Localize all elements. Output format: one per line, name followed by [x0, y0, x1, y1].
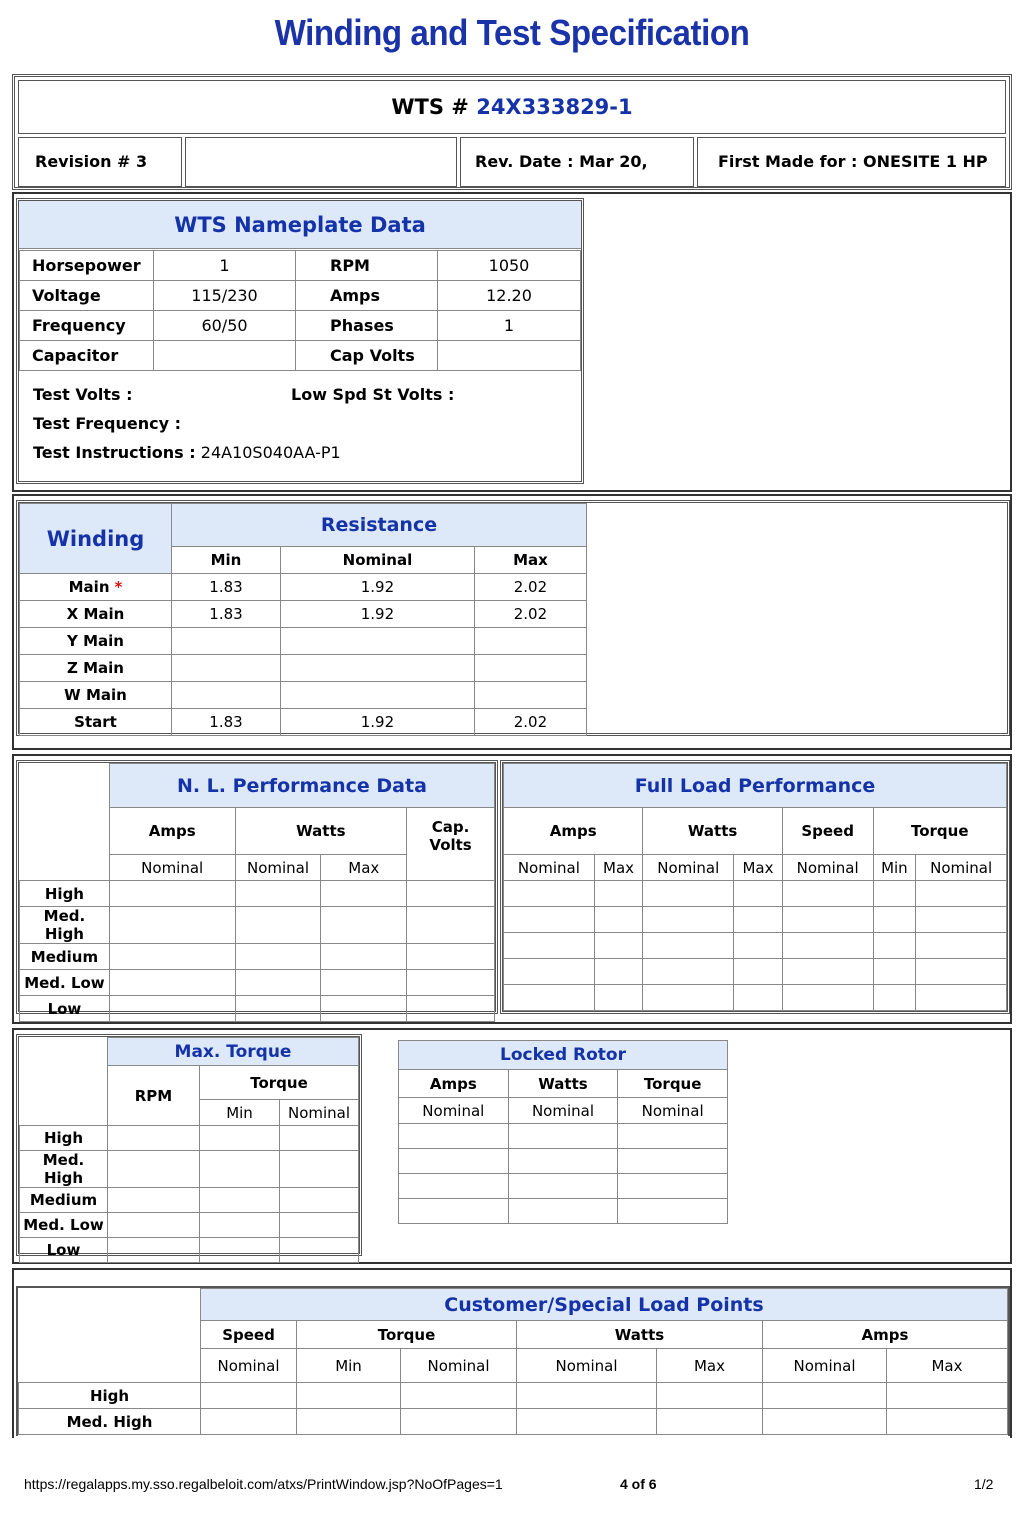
empty-cell — [508, 1124, 618, 1149]
empty-cell — [399, 1199, 509, 1224]
test-volts-label: Test Volts : — [33, 385, 133, 404]
nl-amps-nominal: Nominal — [109, 855, 235, 881]
nameplate-row — [20, 311, 581, 341]
empty-cell — [618, 1174, 728, 1199]
footer-page: 4 of 6 — [620, 1476, 657, 1492]
winding-value: 1.83 — [172, 574, 281, 601]
col-nominal: Nominal — [280, 547, 474, 574]
maxtorque-min: Min — [200, 1100, 280, 1126]
empty-cell — [734, 881, 783, 907]
empty-cell — [200, 1151, 280, 1188]
speed-row — [20, 881, 495, 907]
winding-box — [16, 500, 1010, 736]
maxtorque-table — [19, 1037, 359, 1263]
cust-amps-max: Max — [887, 1349, 1008, 1383]
cust-watts-max: Max — [657, 1349, 763, 1383]
empty-cell — [643, 907, 734, 933]
nameplate-value: 1050 — [438, 251, 581, 281]
customer-row — [19, 1383, 1008, 1409]
empty-cell — [108, 1188, 200, 1213]
empty-cell — [407, 996, 495, 1022]
empty-cell — [407, 970, 495, 996]
winding-row — [20, 628, 587, 655]
empty-cell — [873, 933, 916, 959]
speed-label: Medium — [20, 1188, 108, 1213]
empty-cell — [657, 1383, 763, 1409]
speed-label: Med. High — [20, 907, 110, 944]
revision-cell: Revision # 3 — [18, 137, 182, 187]
empty-cell — [763, 1409, 887, 1435]
customer-section — [12, 1268, 1012, 1438]
winding-value: 1.92 — [280, 574, 474, 601]
fl-watts-max: Max — [734, 855, 783, 881]
empty-cell — [200, 1238, 280, 1263]
speed-row — [504, 933, 1007, 959]
winding-value: 1.83 — [172, 709, 281, 736]
nameplate-label: Phases — [296, 311, 438, 341]
winding-value: 1.92 — [280, 709, 474, 736]
empty-cell — [594, 933, 643, 959]
winding-value — [474, 682, 586, 709]
empty-cell — [109, 907, 235, 944]
empty-cell — [201, 1409, 297, 1435]
winding-label — [20, 574, 172, 601]
empty-cell — [618, 1149, 728, 1174]
locked-torque: Torque — [618, 1070, 728, 1098]
empty-cell — [407, 907, 495, 944]
locked-amps: Amps — [399, 1070, 509, 1098]
cust-speed-nominal: Nominal — [201, 1349, 297, 1383]
winding-label-text: W Main — [64, 686, 127, 704]
nameplate-value: 115/230 — [154, 281, 296, 311]
page-title: Winding and Test Specification — [274, 12, 750, 53]
locked-row — [399, 1199, 728, 1224]
empty-cell — [280, 1238, 359, 1263]
fl-watts: Watts — [643, 808, 782, 855]
empty-cell — [200, 1126, 280, 1151]
wts-number-row — [18, 80, 1006, 134]
maxtorque-box — [16, 1034, 362, 1259]
empty-cell — [734, 959, 783, 985]
nl-box — [16, 760, 498, 1018]
speed-label: High — [20, 881, 110, 907]
empty-cell — [504, 959, 595, 985]
empty-cell — [873, 907, 916, 933]
empty-cell — [235, 881, 321, 907]
nameplate-box — [16, 198, 584, 484]
winding-row — [20, 709, 587, 736]
speed-label: Med. Low — [20, 1213, 108, 1238]
empty-cell — [887, 1409, 1008, 1435]
fl-header: Full Load Performance — [504, 764, 1007, 808]
empty-cell — [108, 1238, 200, 1263]
locked-row — [399, 1149, 728, 1174]
winding-label — [20, 682, 172, 709]
empty-cell — [401, 1409, 517, 1435]
low-spd-label: Low Spd St Volts : — [291, 385, 455, 404]
nameplate-label: Capacitor — [20, 341, 154, 371]
winding-label-text: Main — [68, 578, 110, 596]
speed-label: Low — [20, 996, 110, 1022]
locked-header: Locked Rotor — [399, 1041, 728, 1070]
empty-cell — [618, 1199, 728, 1224]
empty-cell — [321, 881, 407, 907]
winding-section — [12, 494, 1012, 750]
maxtorque-header: Max. Torque — [108, 1038, 359, 1066]
locked-watts-nominal: Nominal — [508, 1098, 618, 1124]
fl-speed: Speed — [782, 808, 873, 855]
test-instructions-label: Test Instructions : — [33, 443, 196, 462]
empty-cell — [321, 944, 407, 970]
nameplate-row — [20, 281, 581, 311]
maxtorque-torque: Torque — [200, 1066, 359, 1100]
speed-row — [20, 907, 495, 944]
blank-cell — [185, 137, 457, 187]
empty-cell — [782, 933, 873, 959]
nl-table — [19, 763, 495, 1022]
cust-speed: Speed — [201, 1321, 297, 1349]
empty-cell — [782, 907, 873, 933]
empty-cell — [504, 985, 595, 1011]
empty-cell — [594, 881, 643, 907]
empty-cell — [504, 881, 595, 907]
winding-value — [280, 655, 474, 682]
fl-torque-nominal: Nominal — [916, 855, 1007, 881]
empty-cell — [916, 985, 1007, 1011]
customer-table — [18, 1288, 1008, 1435]
nameplate-label: Horsepower — [20, 251, 154, 281]
fl-amps-nominal: Nominal — [504, 855, 595, 881]
empty-cell — [594, 985, 643, 1011]
locked-watts: Watts — [508, 1070, 618, 1098]
fl-torque: Torque — [873, 808, 1007, 855]
empty-cell — [643, 959, 734, 985]
resistance-header: Resistance — [172, 504, 587, 547]
header-block — [12, 74, 1012, 190]
empty-cell — [643, 881, 734, 907]
empty-cell — [916, 907, 1007, 933]
nameplate-label: Amps — [296, 281, 438, 311]
speed-label: Med. High — [19, 1409, 201, 1435]
winding-label — [20, 709, 172, 736]
empty-cell — [643, 985, 734, 1011]
footer-sheet: 1/2 — [974, 1476, 994, 1492]
empty-cell — [517, 1383, 657, 1409]
empty-cell — [734, 985, 783, 1011]
wts-number: 24X333829-1 — [476, 95, 633, 119]
speed-label: High — [20, 1126, 108, 1151]
cust-torque: Torque — [297, 1321, 517, 1349]
empty-cell — [916, 881, 1007, 907]
empty-cell — [508, 1199, 618, 1224]
empty-cell — [504, 933, 595, 959]
empty-cell — [782, 881, 873, 907]
speed-row — [20, 1188, 359, 1213]
empty-cell — [782, 959, 873, 985]
empty-cell — [407, 944, 495, 970]
empty-cell — [618, 1124, 728, 1149]
rev-date-cell: Rev. Date : Mar 20, — [460, 137, 694, 187]
empty-cell — [297, 1409, 401, 1435]
speed-row — [20, 1213, 359, 1238]
locked-rotor-table — [398, 1040, 728, 1224]
winding-label — [20, 601, 172, 628]
nameplate-label: Voltage — [20, 281, 154, 311]
empty-cell — [108, 1126, 200, 1151]
nl-watts-max: Max — [321, 855, 407, 881]
test-instructions-value: 24A10S040AA-P1 — [200, 443, 341, 462]
nameplate-row — [20, 341, 581, 371]
speed-row — [20, 1151, 359, 1188]
empty-cell — [887, 1383, 1008, 1409]
empty-cell — [201, 1383, 297, 1409]
nameplate-table — [19, 250, 581, 371]
cust-amps-nominal: Nominal — [763, 1349, 887, 1383]
speed-row — [504, 959, 1007, 985]
locked-row — [399, 1124, 728, 1149]
winding-label-text: Start — [74, 713, 117, 731]
empty-cell — [280, 1213, 359, 1238]
empty-cell — [594, 907, 643, 933]
customer-header: Customer/Special Load Points — [201, 1289, 1008, 1321]
empty-cell — [916, 959, 1007, 985]
nl-header: N. L. Performance Data — [109, 764, 494, 808]
nl-amps: Amps — [109, 808, 235, 855]
performance-section — [12, 754, 1012, 1024]
winding-value: 1.83 — [172, 601, 281, 628]
cust-torque-min: Min — [297, 1349, 401, 1383]
cust-torque-nominal: Nominal — [401, 1349, 517, 1383]
empty-cell — [235, 907, 321, 944]
customer-row — [19, 1409, 1008, 1435]
speed-row — [504, 881, 1007, 907]
empty-cell — [200, 1213, 280, 1238]
empty-cell — [517, 1409, 657, 1435]
locked-row — [399, 1174, 728, 1199]
winding-row — [20, 655, 587, 682]
nameplate-value — [154, 341, 296, 371]
fl-speed-nominal: Nominal — [782, 855, 873, 881]
empty-cell — [399, 1174, 509, 1199]
cust-watts-nominal: Nominal — [517, 1349, 657, 1383]
empty-cell — [401, 1383, 517, 1409]
winding-header: Winding — [20, 504, 172, 574]
winding-value — [172, 628, 281, 655]
fl-watts-nominal: Nominal — [643, 855, 734, 881]
speed-label: High — [19, 1383, 201, 1409]
test-frequency-label: Test Frequency : — [33, 414, 181, 433]
speed-label: Medium — [20, 944, 110, 970]
empty-cell — [916, 933, 1007, 959]
nameplate-header: WTS Nameplate Data — [19, 201, 581, 249]
winding-value: 2.02 — [474, 574, 586, 601]
empty-cell — [399, 1124, 509, 1149]
nameplate-row — [20, 251, 581, 281]
locked-amps-nominal: Nominal — [399, 1098, 509, 1124]
winding-row — [20, 601, 587, 628]
empty-cell — [873, 881, 916, 907]
empty-cell — [407, 881, 495, 907]
empty-cell — [782, 985, 873, 1011]
winding-value: 2.02 — [474, 709, 586, 736]
empty-cell — [734, 933, 783, 959]
footer-url: https://regalapps.my.sso.regalbeloit.com/atxs/PrintWindow.jsp?NoOfPages=1 — [24, 1476, 503, 1492]
maxtorque-nominal: Nominal — [280, 1100, 359, 1126]
speed-row — [20, 944, 495, 970]
nameplate-section — [12, 192, 1012, 492]
empty-cell — [297, 1383, 401, 1409]
winding-label-text: Z Main — [67, 659, 124, 677]
speed-row — [504, 985, 1007, 1011]
col-min: Min — [172, 547, 281, 574]
empty-cell — [280, 1188, 359, 1213]
speed-label: Low — [20, 1238, 108, 1263]
nameplate-value: 60/50 — [154, 311, 296, 341]
fl-amps-max: Max — [594, 855, 643, 881]
cust-amps: Amps — [763, 1321, 1008, 1349]
empty-cell — [399, 1149, 509, 1174]
winding-row — [20, 682, 587, 709]
nameplate-label: Cap Volts — [296, 341, 438, 371]
empty-cell — [109, 996, 235, 1022]
winding-label-text: X Main — [66, 605, 125, 623]
fl-amps: Amps — [504, 808, 643, 855]
nameplate-value: 1 — [438, 311, 581, 341]
fl-table — [503, 763, 1007, 1011]
maxtorque-rpm: RPM — [108, 1066, 200, 1126]
wts-label: WTS # — [391, 95, 469, 119]
speed-row — [20, 1238, 359, 1263]
winding-label — [20, 655, 172, 682]
empty-cell — [200, 1188, 280, 1213]
nameplate-value: 1 — [154, 251, 296, 281]
winding-value — [172, 655, 281, 682]
empty-cell — [321, 996, 407, 1022]
empty-cell — [643, 933, 734, 959]
winding-value — [474, 628, 586, 655]
winding-value: 1.92 — [280, 601, 474, 628]
locked-torque-nominal: Nominal — [618, 1098, 728, 1124]
nl-watts-nominal: Nominal — [235, 855, 321, 881]
fl-torque-min: Min — [873, 855, 916, 881]
empty-cell — [280, 1151, 359, 1188]
speed-label: Med. High — [20, 1151, 108, 1188]
empty-cell — [109, 970, 235, 996]
winding-value: 2.02 — [474, 601, 586, 628]
winding-value — [172, 682, 281, 709]
customer-box — [16, 1286, 1010, 1436]
empty-cell — [109, 881, 235, 907]
nameplate-value — [438, 341, 581, 371]
empty-cell — [873, 959, 916, 985]
winding-value — [474, 655, 586, 682]
nameplate-label: Frequency — [20, 311, 154, 341]
empty-cell — [321, 970, 407, 996]
empty-cell — [280, 1126, 359, 1151]
empty-cell — [508, 1149, 618, 1174]
torque-section — [12, 1028, 1012, 1264]
winding-label-text: Y Main — [67, 632, 124, 650]
speed-label: Med. Low — [20, 970, 110, 996]
nl-watts: Watts — [235, 808, 407, 855]
empty-cell — [657, 1409, 763, 1435]
empty-cell — [321, 907, 407, 944]
empty-cell — [594, 959, 643, 985]
empty-cell — [108, 1151, 200, 1188]
empty-cell — [235, 996, 321, 1022]
empty-cell — [734, 907, 783, 933]
empty-cell — [763, 1383, 887, 1409]
required-asterisk: * — [114, 578, 123, 596]
empty-cell — [504, 907, 595, 933]
cust-watts: Watts — [517, 1321, 763, 1349]
winding-label — [20, 628, 172, 655]
empty-cell — [109, 944, 235, 970]
winding-value — [280, 628, 474, 655]
speed-row — [20, 970, 495, 996]
fl-box — [500, 760, 1010, 1014]
empty-cell — [108, 1213, 200, 1238]
nameplate-value: 12.20 — [438, 281, 581, 311]
speed-row — [20, 1126, 359, 1151]
speed-row — [504, 907, 1007, 933]
nl-cap-volts: Cap. Volts — [407, 808, 495, 881]
empty-cell — [508, 1174, 618, 1199]
winding-row — [20, 574, 587, 601]
empty-cell — [235, 944, 321, 970]
first-made-cell: First Made for : ONESITE 1 HP — [697, 137, 1006, 187]
col-max: Max — [474, 547, 586, 574]
nameplate-label: RPM — [296, 251, 438, 281]
winding-value — [280, 682, 474, 709]
winding-table — [19, 503, 587, 736]
speed-row — [20, 996, 495, 1022]
empty-cell — [235, 970, 321, 996]
empty-cell — [873, 985, 916, 1011]
